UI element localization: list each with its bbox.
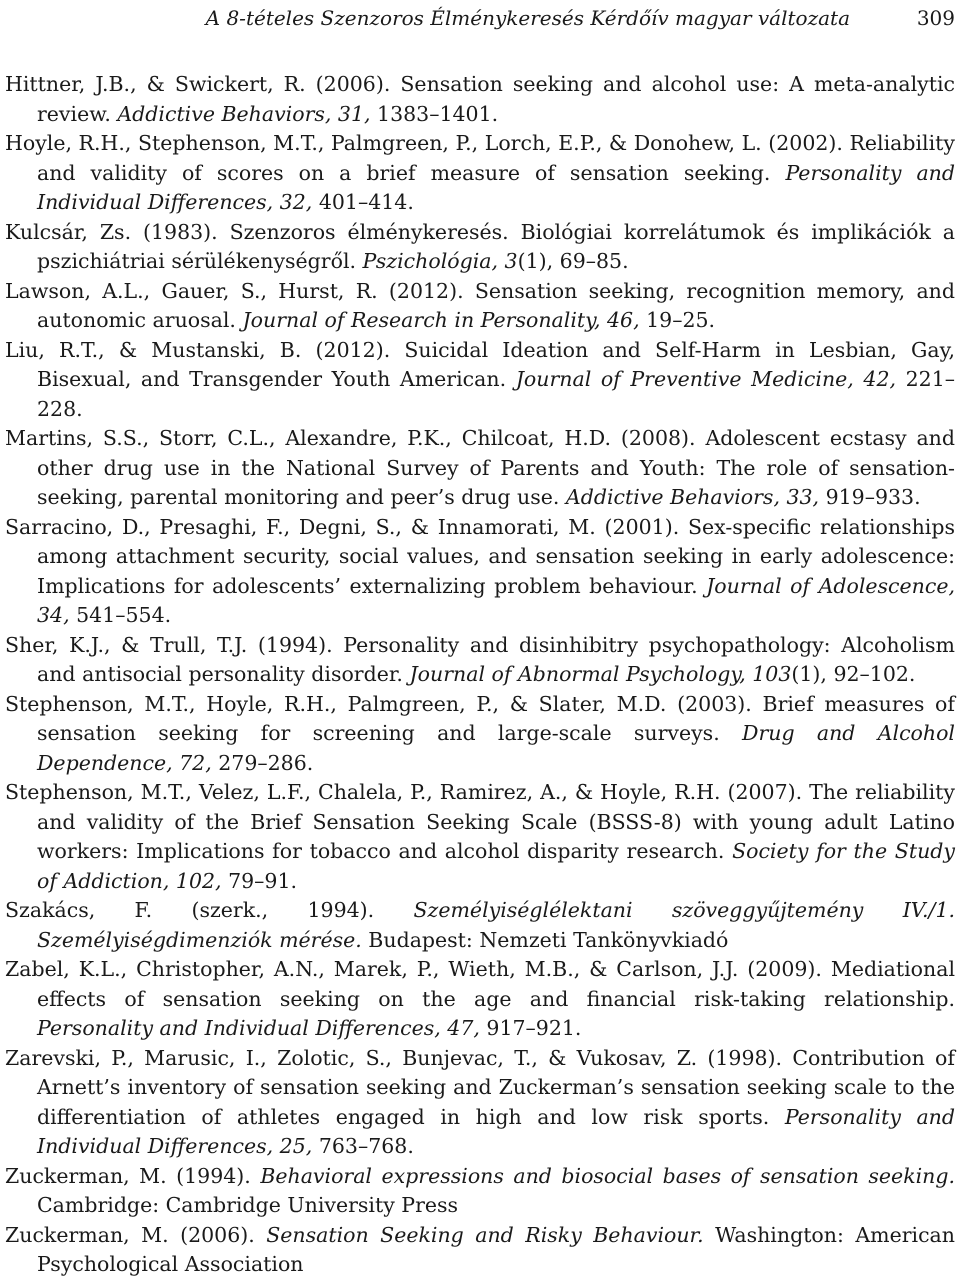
running-title: A 8-tételes Szenzoros Élménykeresés Kérdőív magyar változata (205, 6, 850, 30)
reference-item: Liu, R.T., & Mustanski, B. (2012). Suicidal Ideation and Self-Harm in Lesbian, Gay, Bisexual, and Transgender Youth American. Journal of Preventive Medicine, 42, 221–228. (5, 337, 955, 421)
reference-item: Lawson, A.L., Gauer, S., Hurst, R. (2012). Sensation seeking, recognition memory, and autonomic aruosal. Journal of Research in Personality, 46, 19–25. (5, 278, 955, 332)
reference-item: Zarevski, P., Marusic, I., Zolotic, S., Bunjevac, T., & Vukosav, Z. (1998). Contribution of Arnett’s inventory of sensation seeking and Zuckerman’s sensation seeking scale to the differentiation of athletes engaged in high and low risk sports. Personality and Individual Differences, 25, 763–768. (5, 1045, 956, 1158)
running-header (0, 6, 955, 36)
reference-item: Zabel, K.L., Christopher, A.N., Marek, P., Wieth, M.B., & Carlson, J.J. (2009). Mediational effects of sensation seeking on the age and financial risk-taking relationship. Personality and Individual Differences, 47, 917–921. (5, 957, 955, 1040)
reference-item: Stephenson, M.T., Hoyle, R.H., Palmgreen, P., & Slater, M.D. (2003). Brief measures of sensation seeking for screening and large-scale surveys. Drug and Alcohol Dependence, 72, 279–286. (5, 691, 955, 775)
reference-item: Zuckerman, M. (2006). Sensation Seeking and Risky Behaviour. Washington: American Psychological Association (5, 1222, 955, 1276)
reference-item: Szakács, F. (szerk., 1994). Személyiséglélektani szöveggyűjtemény IV./1. Személyiségdimenziók mérése. Budapest: Nemzeti Tankönyvkiadó (5, 898, 956, 952)
reference-item: Hittner, J.B., & Swickert, R. (2006). Sensation seeking and alcohol use: A meta-analytic review. Addictive Behaviors, 31, 1383–1401. (5, 72, 955, 126)
reference-item: Sarracino, D., Presaghi, F., Degni, S., & Innamorati, M. (2001). Sex-specific relationships among attachment security, social values, and sensation seeking in early adolescence: Implications for adolescents’ externalizing problem behaviour. Journal of Adolescence, 34, 541–554. (5, 514, 955, 627)
reference-item: Sher, K.J., & Trull, T.J. (1994). Personality and disinhibitry psychopathology: Alcoholism and antisocial personality disorder. Journal of Abnormal Psychology, 103(1), 92–102. (5, 632, 955, 686)
reference-item: Kulcsár, Zs. (1983). Szenzoros élménykeresés. Biológiai korrelátumok és implikációk a pszichiátriai sérülékenységről. Pszichológia, 3(1), 69–85. (5, 219, 955, 273)
reference-item: Stephenson, M.T., Velez, L.F., Chalela, P., Ramirez, A., & Hoyle, R.H. (2007). The reliability and validity of the Brief Sensation Seeking Scale (BSSS-8) with young adult Latino workers: Implications for tobacco and alcohol disparity research. Society for the Study of Addiction, 102, 79–91. (5, 780, 955, 893)
reference-item: Martins, S.S., Storr, C.L., Alexandre, P.K., Chilcoat, H.D. (2008). Adolescent ecstasy and other drug use in the National Survey of Parents and Youth: The role of sensation-seeking, parental monitoring and peer’s drug use. Addictive Behaviors, 33, 919–933. (5, 426, 955, 509)
reference-item: Hoyle, R.H., Stephenson, M.T., Palmgreen, P., Lorch, E.P., & Donohew, L. (2002). Reliability and validity of scores on a brief measure of sensation seeking. Personality and Individual Differences, 32, 401–414. (5, 131, 955, 214)
reference-list (5, 70, 955, 1280)
page-number: 309 (916, 6, 955, 30)
reference-item: Zuckerman, M. (1994). Behavioral expressions and biosocial bases of sensation seeking. Cambridge: Cambridge University Press (5, 1163, 956, 1217)
